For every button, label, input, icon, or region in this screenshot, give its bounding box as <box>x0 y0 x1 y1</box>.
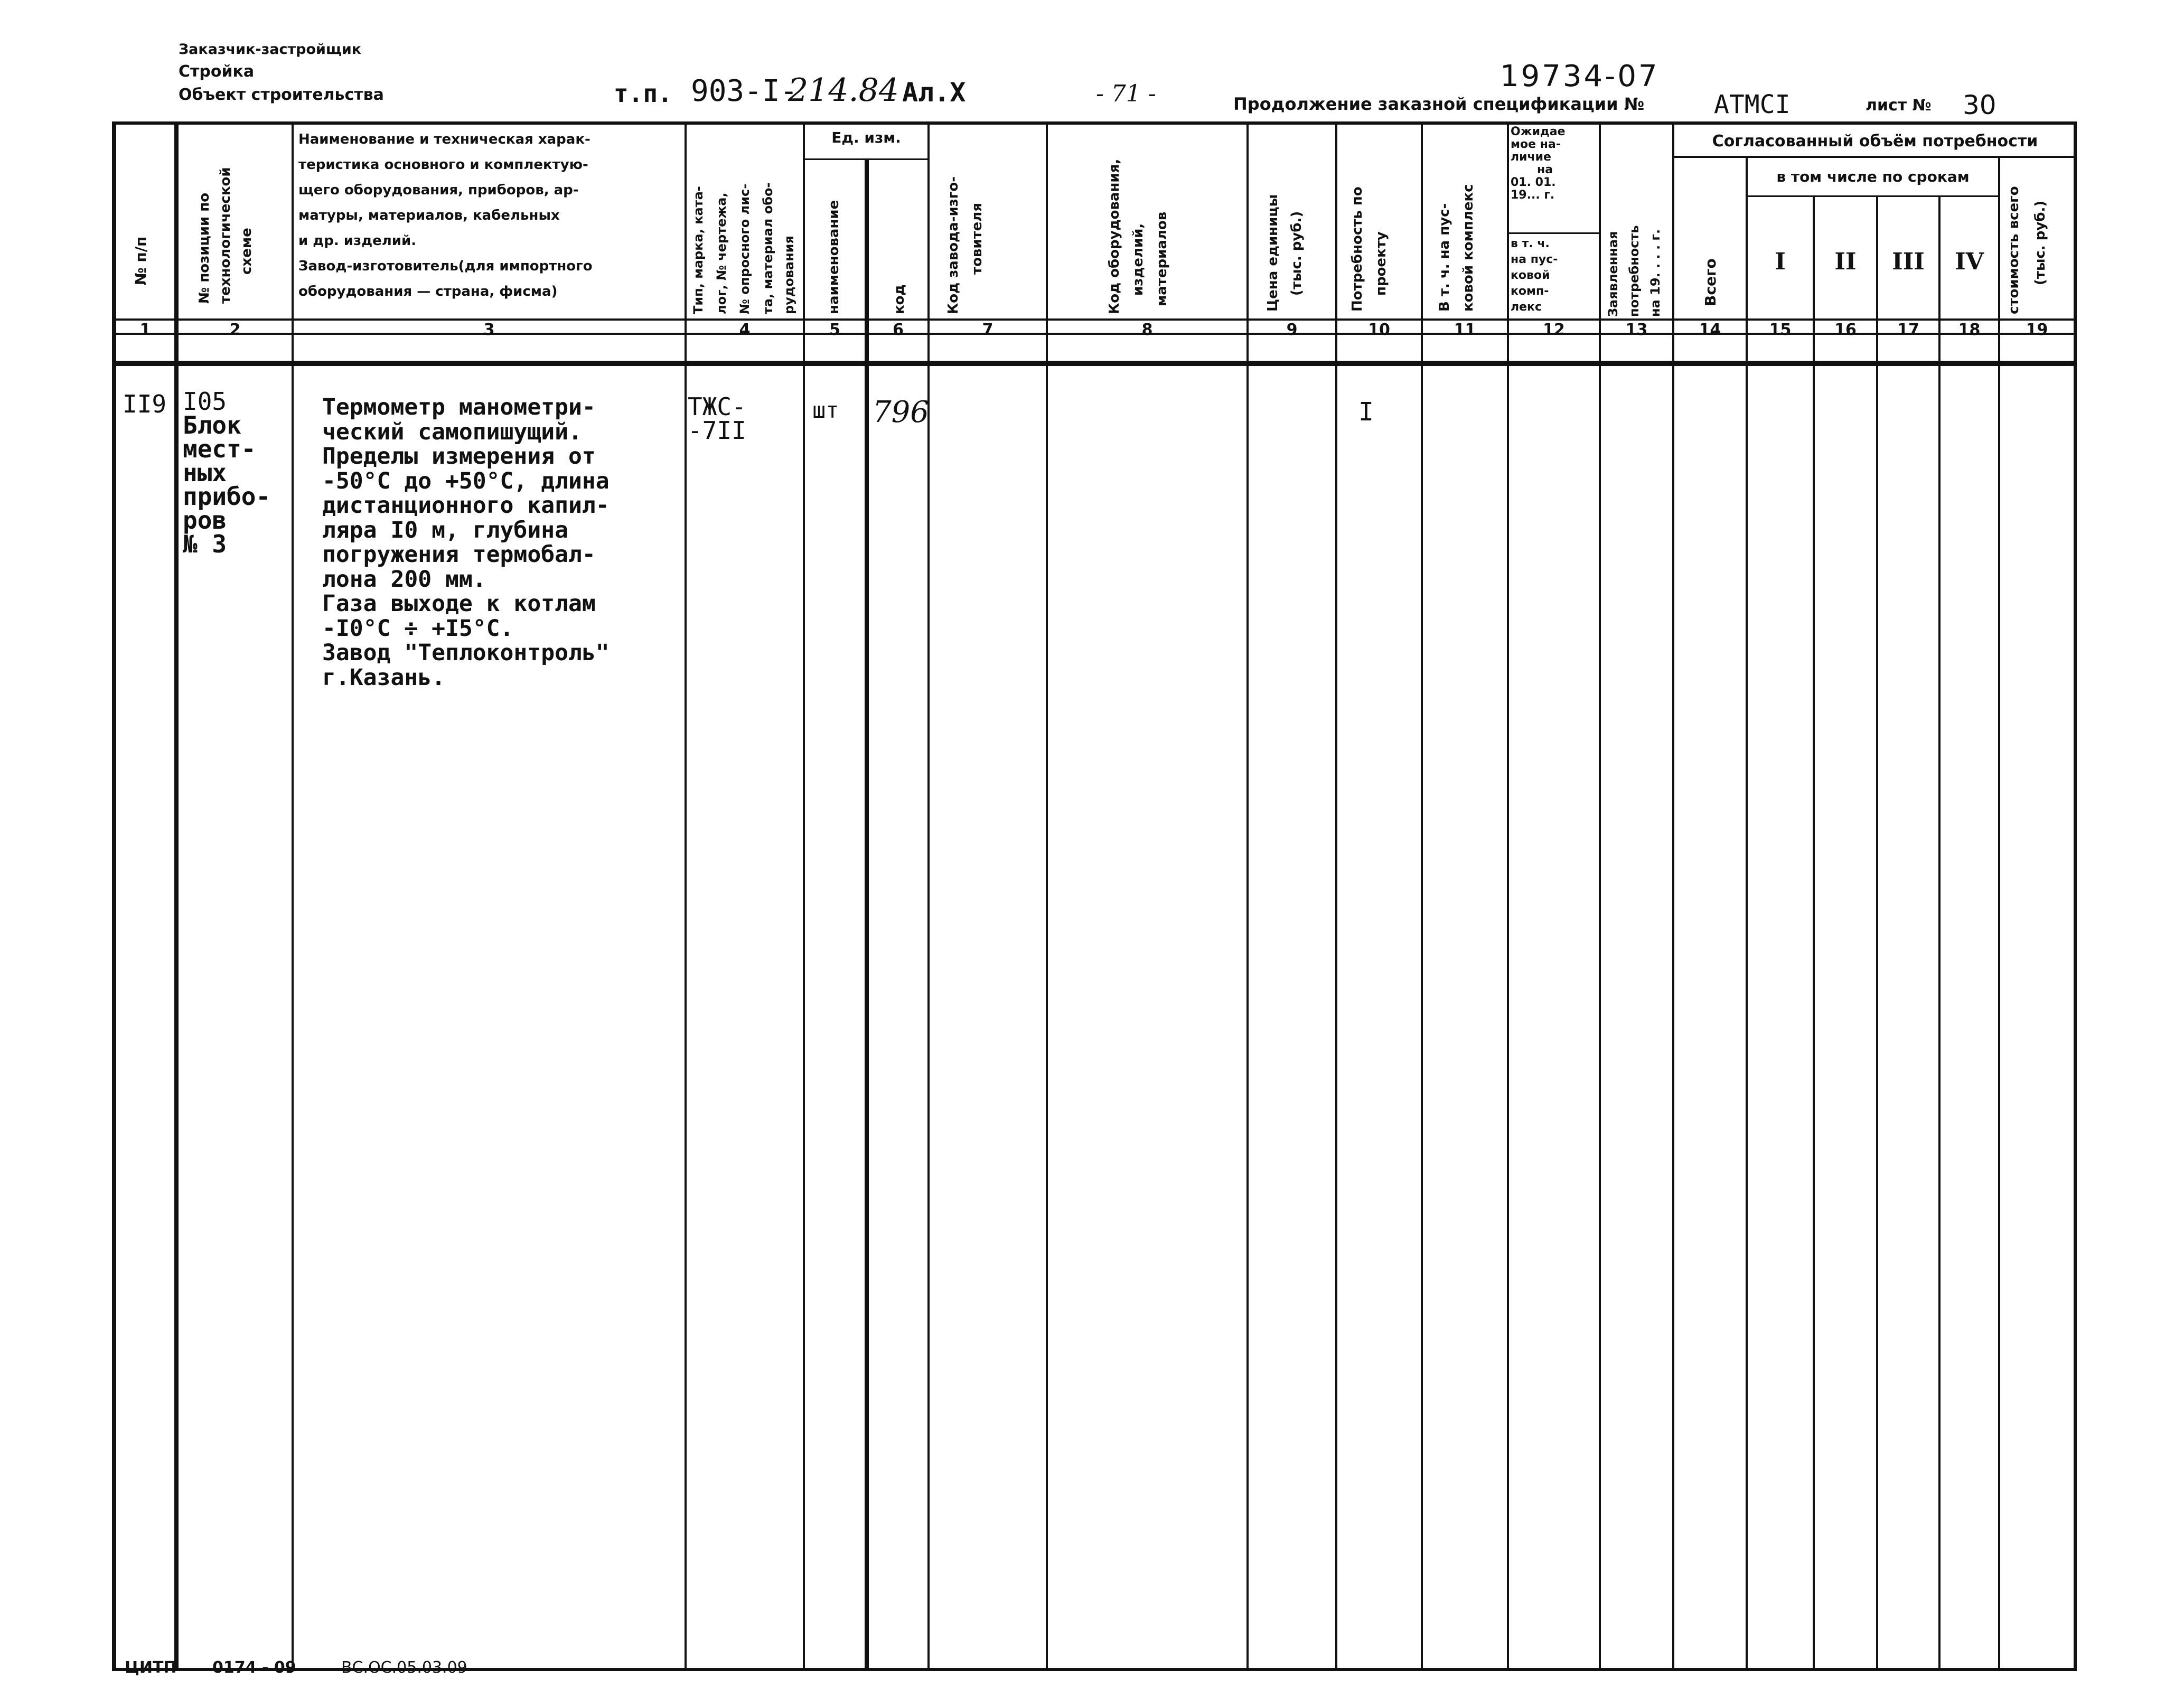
page-number: - 71 - <box>1096 80 1156 107</box>
col-16-header: II <box>1834 248 1857 275</box>
row-type: ТЖС- -7II <box>688 392 746 445</box>
col-1-header: № п/п <box>132 236 149 285</box>
sheet-number: 30 <box>1963 90 1996 120</box>
col-14-header: Всего <box>1702 258 1719 306</box>
project-prefix: т.п. <box>614 79 672 108</box>
continuation-label: Продолжение заказной спецификации № <box>1233 94 1645 114</box>
col-6-header: код <box>892 284 907 314</box>
col-12-header-bottom: в т. ч. на пус- ковой комп- лекс <box>1511 237 1558 314</box>
row-position: I05 Блок мест- ных прибо- ров № 3 <box>183 387 271 558</box>
unit-group-header: Ед. изм. <box>831 129 901 146</box>
col-17-header: III <box>1892 248 1925 275</box>
project-code: 903-I- <box>691 74 798 108</box>
footer-ref: ВС.ОС.05.03.09 <box>341 1658 467 1677</box>
footer-org: ЦИТП <box>125 1658 177 1677</box>
sheet-label: лист № <box>1866 96 1932 115</box>
col-15-header: I <box>1775 248 1786 275</box>
footer-code: 0174 - 09 <box>212 1658 296 1677</box>
agreed-group-header: Согласованный объём потребности <box>1712 132 2038 151</box>
col-2-header-c: схеме <box>239 228 255 275</box>
col-2-header-b: технологической <box>218 167 233 304</box>
document-number: 19734-07 <box>1500 59 1660 93</box>
row-unit-code: 796 <box>873 395 929 429</box>
col-18-header: IV <box>1955 248 1984 275</box>
album-label: Ал.X <box>902 77 966 108</box>
col-3-header: Наименование и техническая харак- теристика основного и комплектую- щего оборудования, приборов, ар- матуры, материалов, кабельных и др. изделий. Завод-изготовитель(для импортного оборудования — страна, фисма) <box>298 132 593 299</box>
col-5-header: наименование <box>826 200 842 314</box>
terms-group-header: в том числе по срокам <box>1776 168 1970 185</box>
object-label: Объект строительства <box>179 86 384 104</box>
project-handwritten: 214.84 <box>788 72 899 109</box>
col-2-header-a: № позиции по <box>196 192 212 304</box>
row-unit-name: шт <box>812 397 839 423</box>
row-need: I <box>1358 397 1374 427</box>
spec-code: АТМСI <box>1714 90 1791 119</box>
row-number: II9 <box>123 390 167 418</box>
row-description: Термометр манометри- ческий самопишущий. Пределы измерения от -50°С до +50°С, длина дистанционного капил- ляра I0 м, глубина погружения термобал- лона 200 мм. Газа выходе к котлам -I0°С ÷ +I5°С. Завод "Теплоконтроль" г.Казань. <box>322 394 610 691</box>
customer-label: Заказчик-застройщик <box>179 41 362 58</box>
construction-label: Стройка <box>179 62 255 81</box>
col-12-header-top: Ожидае мое на- личие на 01. 01. 19... г. <box>1511 125 1566 202</box>
